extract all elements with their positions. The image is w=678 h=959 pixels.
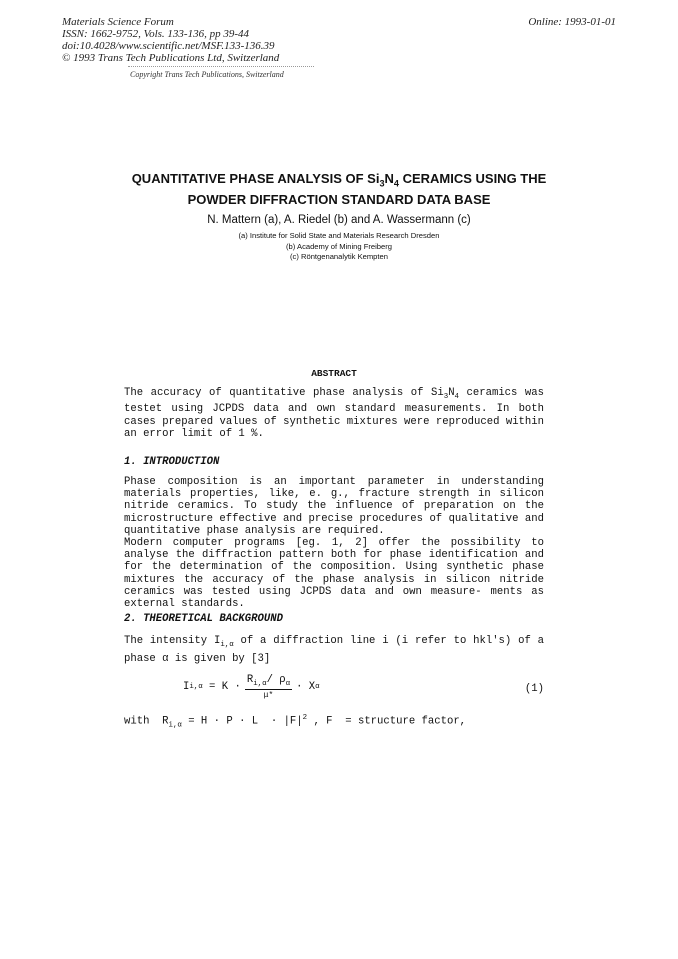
with-b: = H · P · L · |F|	[181, 715, 303, 728]
journal-header	[62, 16, 382, 64]
title-si-sub: 3	[379, 178, 385, 189]
eq-fraction	[245, 674, 292, 700]
introduction-heading: 1. INTRODUCTION	[124, 456, 220, 468]
abstract-si-sub: 3	[443, 393, 449, 402]
eq-lhs-sub: i,α	[189, 683, 203, 692]
abstract-n: N	[448, 387, 455, 399]
affiliation-c: (c) Röntgenanalytik Kempten	[290, 252, 388, 261]
eq-fraction-numerator	[245, 674, 292, 690]
header-divider	[128, 66, 314, 67]
with-a: with R	[124, 715, 169, 728]
title-line1-suffix: CERAMICS USING THE	[398, 171, 547, 186]
abstract-text-b: ceramics was testet using JCPDS data and own standard measurements. In both cases prepared values of synthetic mixtures were reproduced within an error limit of 1 %.	[124, 387, 544, 440]
equation-number: (1)	[524, 683, 544, 695]
with-sub: i,α	[168, 721, 182, 730]
introduction-body	[124, 476, 544, 610]
eq-fraction-denominator: μ*	[263, 691, 274, 701]
copyright-stamp: Copyright Trans Tech Publications, Switzerland	[130, 70, 284, 79]
eq-tail-sub: α	[315, 683, 320, 692]
publisher-copyright: © 1993 Trans Tech Publications Ltd, Switzerland	[62, 52, 280, 64]
affiliation-a: (a) Institute for Solid State and Materials Research Dresden	[238, 231, 440, 240]
theory-intro	[124, 634, 544, 666]
doi-line: doi:10.4028/www.scientific.net/MSF.133-136.39	[62, 40, 275, 52]
title-n: N	[384, 171, 394, 186]
abstract-text	[124, 387, 544, 440]
abstract-n-sub: 4	[454, 393, 459, 402]
with-sup: 2	[302, 714, 308, 722]
theory-intro-b: of a diffraction line i (i refer to hkl's) of a phase α is given by [3]	[124, 635, 545, 666]
eq-num-rho: / ρ	[266, 674, 286, 686]
authors: N. Mattern (a), A. Riedel (b) and A. Wassermann (c)	[207, 214, 471, 226]
eq-equals-k: = K ·	[202, 681, 241, 694]
theory-heading: 2. THEORETICAL BACKGROUND	[124, 613, 283, 625]
title-line1-prefix: QUANTITATIVE PHASE ANALYSIS OF Si	[131, 171, 380, 186]
introduction-para2: Modern computer programs [eg. 1, 2] offer the possibility to analyse the diffraction pattern both for phase identification and for the determination of the composition. Using synthetic phase mixtures the accuracy of the phase analysis in silicon nitride ceramics was tested using JCPDS data and own measure- ments as external standards.	[124, 537, 544, 611]
eq-num-rho-sub: α	[285, 680, 291, 689]
theory-intro-a: The intensity I	[124, 635, 221, 647]
with-c: , F = structure factor,	[307, 715, 467, 728]
abstract-heading: ABSTRACT	[311, 368, 357, 379]
title-n-sub: 4	[393, 178, 399, 189]
affiliations	[100, 231, 578, 263]
title-line2: POWDER DIFFRACTION STANDARD DATA BASE	[187, 191, 491, 207]
eq-num-r: R	[246, 674, 254, 686]
issn-line: ISSN: 1662-9752, Vols. 133-136, pp 39-44	[62, 28, 249, 40]
online-date: Online: 1993-01-01	[528, 16, 616, 28]
eq-lhs: I	[183, 681, 190, 694]
eq-tail: · X	[296, 681, 316, 694]
journal-name: Materials Science Forum	[62, 16, 174, 28]
theory-intro-sub: i,α	[220, 641, 234, 650]
abstract-text-a: The accuracy of quantitative phase analysis of Si	[124, 387, 444, 399]
equation-1	[183, 674, 320, 700]
paper-title	[100, 171, 578, 208]
affiliation-b: (b) Academy of Mining Freiberg	[286, 241, 392, 251]
introduction-para1: Phase composition is an important parameter in understanding materials properties, like, e. g., fracture strength in silicon nitride ceramics. To study the influence of preparation on the microstructure effective and precise procedures of qualitative and quantitative phase analysis are required.	[124, 476, 544, 537]
theory-with-line	[124, 714, 466, 730]
eq-num-r-sub: i,α	[253, 680, 267, 689]
